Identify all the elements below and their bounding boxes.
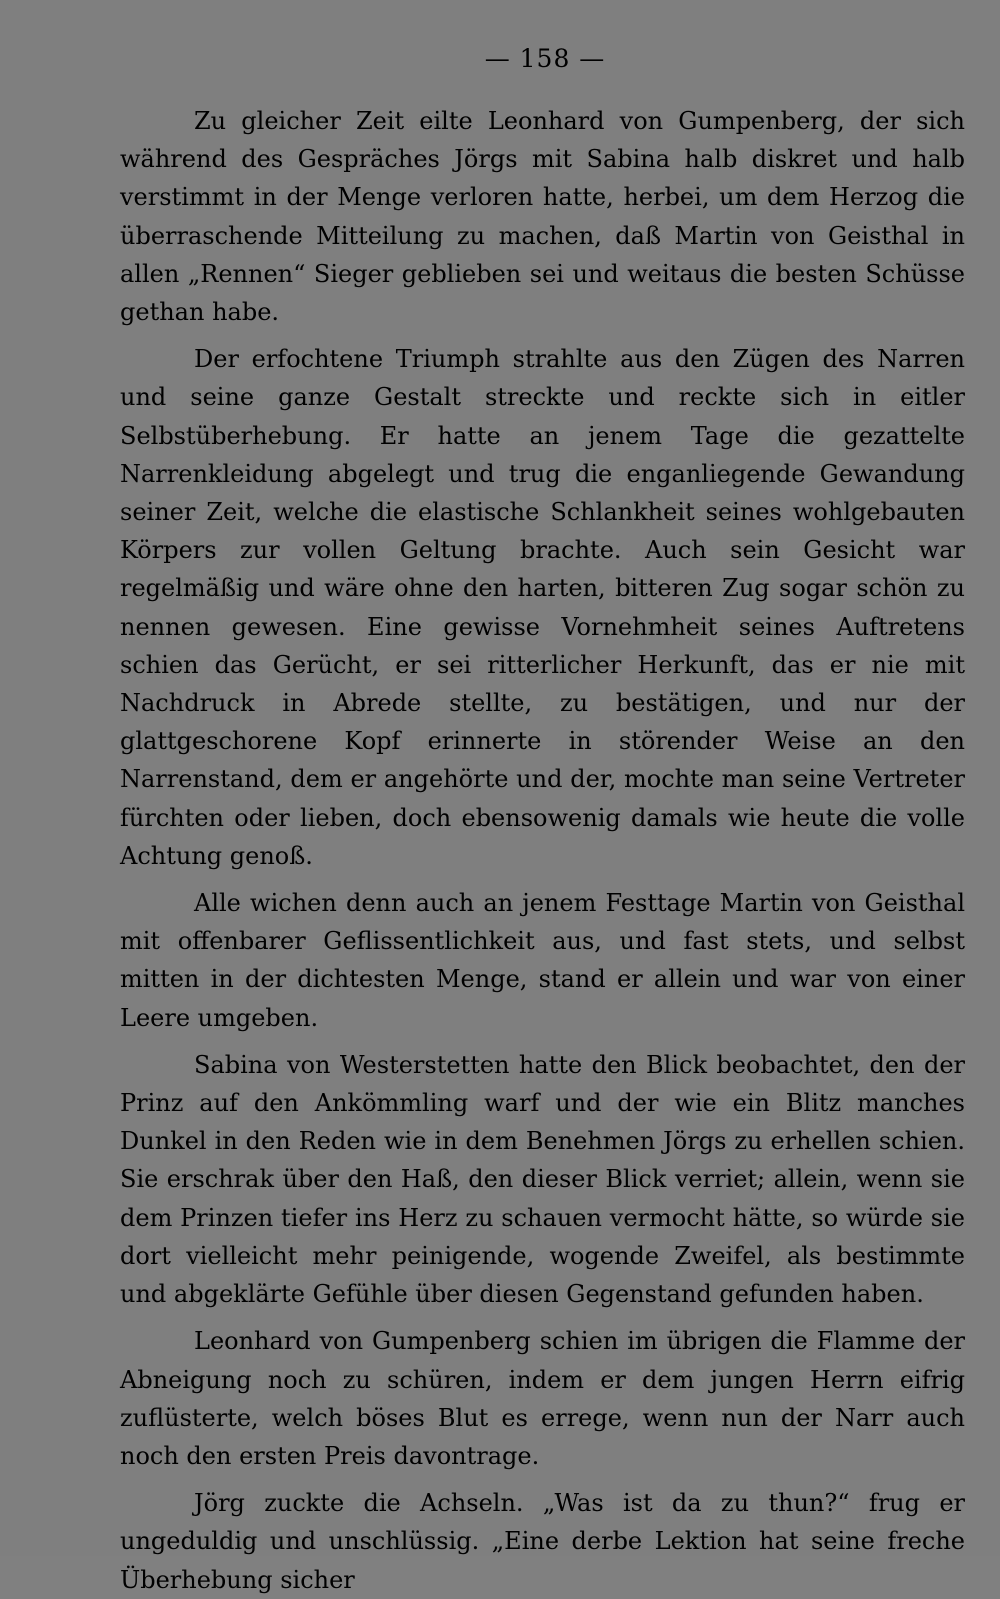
paragraph-3: Alle wichen denn auch an jenem Festtage Martin von Geisthal mit offenbarer Geflissentlichkeit aus, und fast stets, und selbst mitten in der dichtesten Menge, stand er allein und war von einer Leere umgeben. [120, 889, 965, 1032]
body-text [120, 102, 965, 1599]
paragraph-6: Jörg zuckte die Achseln. „Was ist da zu thun?“ frug er ungeduldig und unschlüssig. „Eine derbe Lektion hat seine freche Überhebung sicher [120, 1489, 965, 1594]
paragraph-4: Sabina von Westerstetten hatte den Blick beobachtet, den der Prinz auf den Ankömmling warf und der wie ein Blitz manches Dunkel in den Reden wie in dem Benehmen Jörgs zu erhellen schien. Sie erschrak über den Haß, den dieser Blick verriet; allein, wenn sie dem Prinzen tiefer ins Herz zu schauen vermocht hätte, so würde sie dort vielleicht mehr peinigende, wogende Zweifel, als bestimmte und abgeklärte Gefühle über diesen Gegenstand gefunden haben. [120, 1050, 965, 1309]
paragraph-2: Der erfochtene Triumph strahlte aus den Zügen des Narren und seine ganze Gestalt streckte und reckte sich in eitler Selbstüberhebung. Er hatte an jenem Tage die gezattelte Narrenkleidung abgelegt und trug die enganliegende Gewandung seiner Zeit, welche die elastische Schlankheit seines wohlgebauten Körpers zur vollen Geltung brachte. Auch sein Gesicht war regelmäßig und wäre ohne den harten, bitteren Zug sogar schön zu nennen gewesen. Eine gewisse Vornehmheit seines Auftretens schien das Gerücht, er sei ritterlicher Herkunft, das er nie mit Nachdruck in Abrede stellte, zu bestätigen, und nur der glattgeschorene Kopf erinnerte in störender Weise an den Narrenstand, dem er angehörte und der, mochte man seine Vertreter fürchten oder lieben, doch ebensowenig damals wie heute die volle Achtung genoß. [120, 345, 965, 870]
page-number: — 158 — [484, 44, 606, 73]
paragraph-5: Leonhard von Gumpenberg schien im übrigen die Flamme der Abneigung noch zu schüren, indem er dem jungen Herrn eifrig zuflüsterte, welch böses Blut es errege, wenn nun der Narr auch noch den ersten Preis davontrage. [120, 1327, 965, 1470]
paragraph-1: Zu gleicher Zeit eilte Leonhard von Gumpenberg, der sich während des Gespräches Jörgs mit Sabina halb diskret und halb verstimmt in der Menge verloren hatte, herbei, um dem Herzog die überraschende Mitteilung zu machen, daß Martin von Geisthal in allen „Rennen“ Sieger geblieben sei und weitaus die besten Schüsse gethan habe. [120, 107, 965, 327]
